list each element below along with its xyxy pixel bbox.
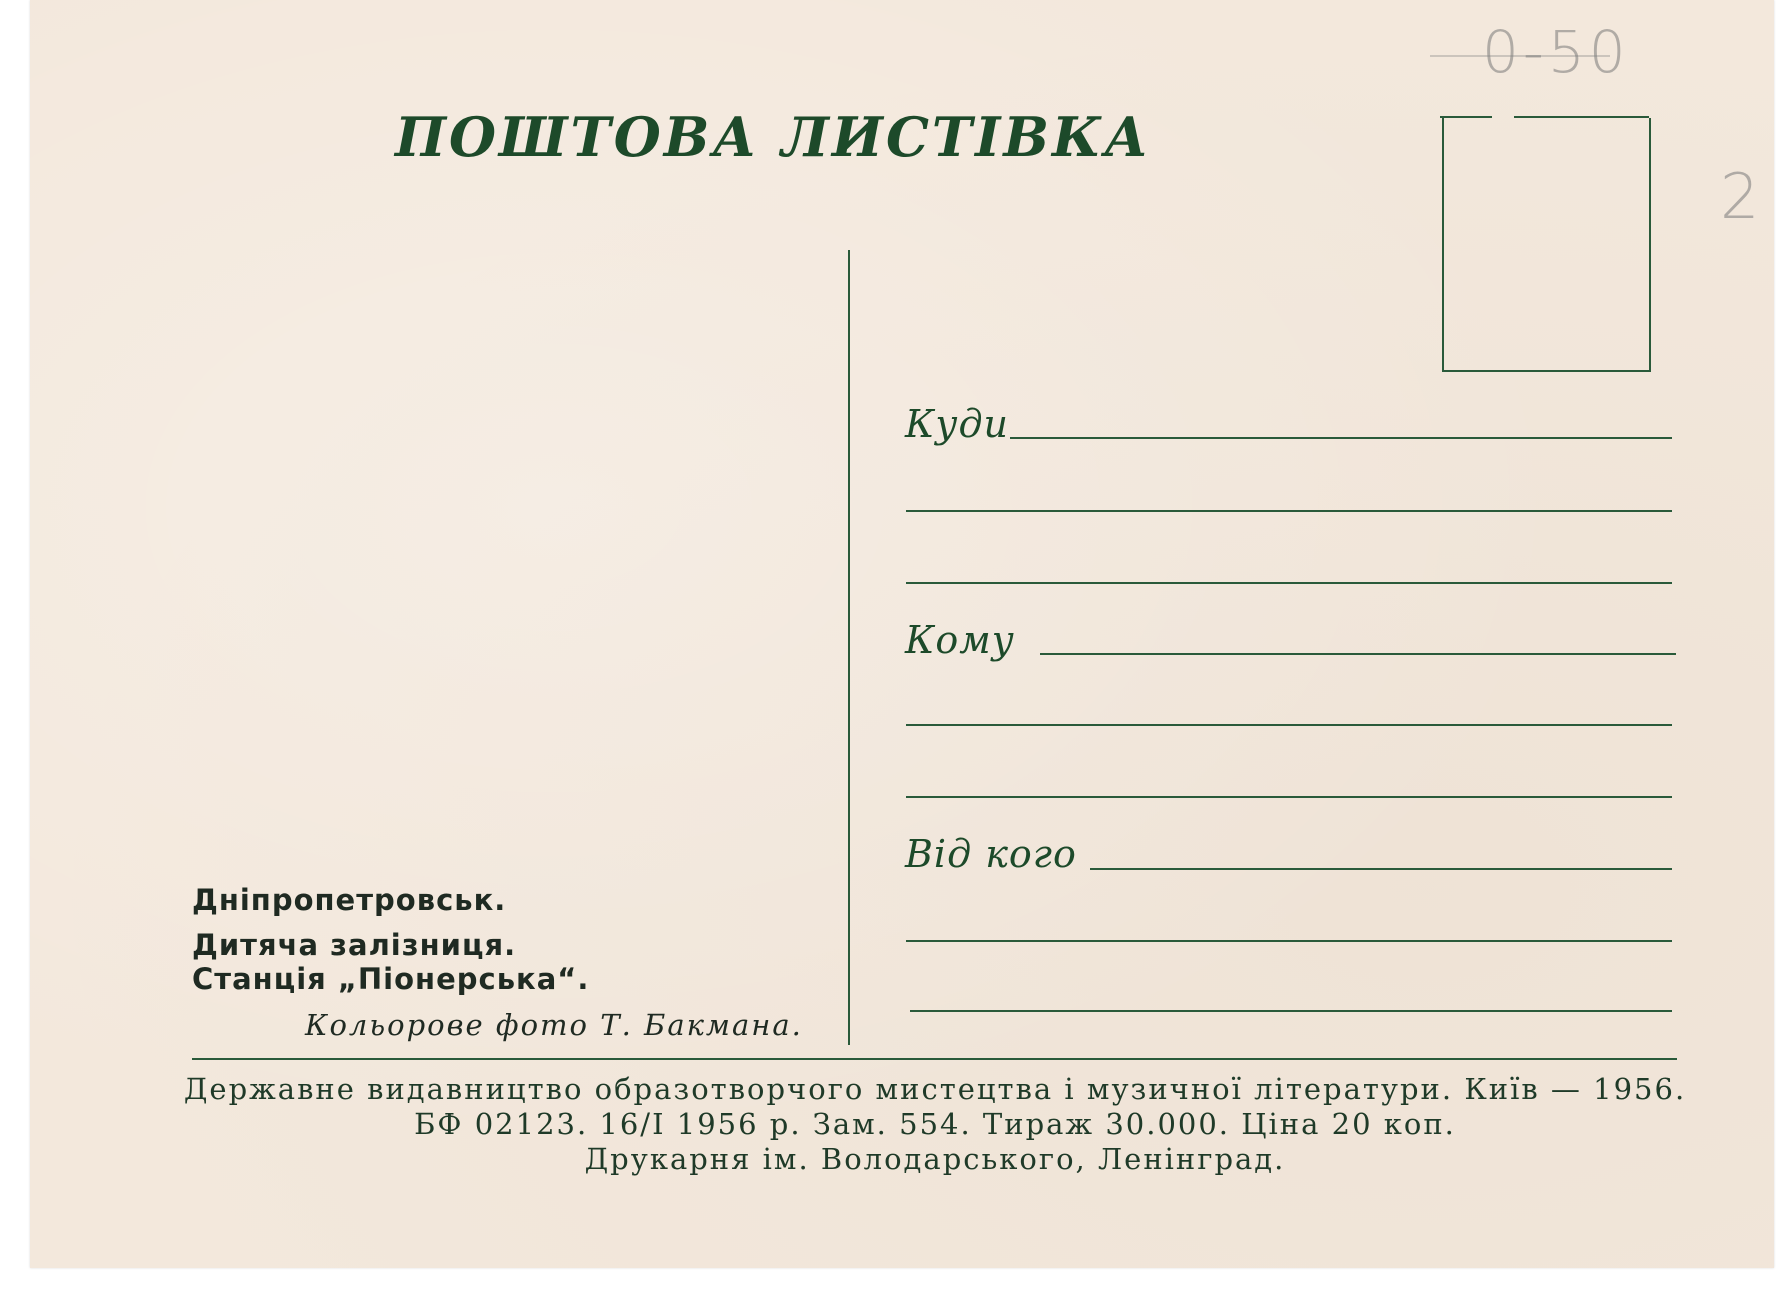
imprint-line-2: БФ 02123. 16/I 1956 р. Зам. 554. Тираж 30.000. Ціна 20 коп.: [414, 1107, 1456, 1141]
postcard-title: ПОШТОВА ЛИСТІВКА: [395, 105, 1152, 169]
imprint-line-1: Державне видавництво образотворчого мистецтва і музичної літератури. Київ — 1956.: [183, 1072, 1687, 1106]
to-where-line-2: [906, 510, 1672, 512]
pencil-number-note: 2: [1720, 160, 1760, 233]
stamp-box: [1442, 118, 1651, 372]
caption-city: Дніпропетровськ.: [192, 883, 507, 917]
caption-subject: Дитяча залізниця.: [192, 928, 517, 962]
photo-credit: Кольорове фото Т. Бакмана.: [305, 1008, 803, 1042]
to-where-line-1: [1010, 437, 1672, 439]
pencil-underline: [1430, 55, 1610, 57]
to-where-line-3: [906, 582, 1672, 584]
to-where-label: Куди: [905, 402, 1010, 446]
imprint-rule: [192, 1058, 1677, 1060]
from-whom-line-1: [1090, 868, 1672, 870]
pencil-price-note: 0-50: [1482, 18, 1630, 86]
to-whom-line-2: [906, 724, 1672, 726]
to-whom-line-3: [906, 796, 1672, 798]
from-whom-line-3: [910, 1010, 1672, 1012]
from-whom-label: Від кого: [905, 832, 1077, 876]
imprint-line-3: Друкарня ім. Володарського, Ленінград.: [584, 1142, 1286, 1176]
from-whom-line-2: [906, 940, 1672, 942]
to-whom-label: Кому: [905, 618, 1015, 662]
postcard: [30, 0, 1774, 1268]
to-whom-line-1: [1040, 653, 1676, 655]
vertical-divider: [848, 250, 850, 1045]
caption-station: Станція „Піонерська“.: [192, 962, 590, 996]
